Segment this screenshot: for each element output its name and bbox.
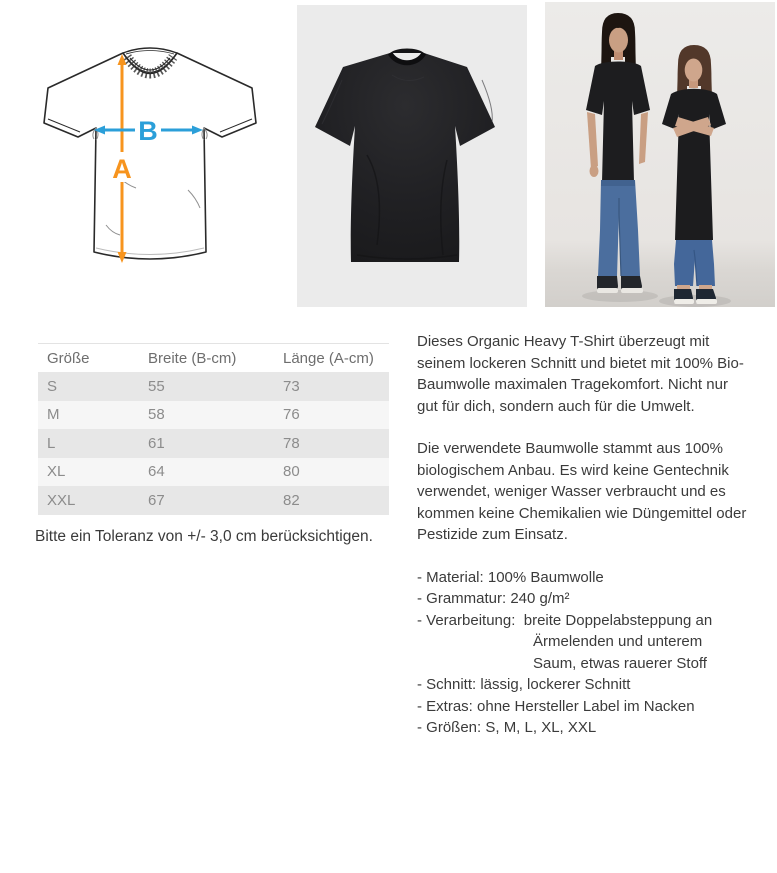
- table-row: [38, 401, 389, 430]
- width-cell: 58: [148, 406, 165, 424]
- length-cell: 78: [283, 434, 300, 452]
- header-length: Länge (A-cm): [283, 349, 374, 367]
- length-cell: 80: [283, 463, 300, 481]
- length-cell: 76: [283, 406, 300, 424]
- length-cell: 73: [283, 377, 300, 395]
- size-cell: S: [47, 377, 58, 395]
- width-cell: 64: [148, 463, 165, 481]
- spec-grammatur: - Grammatur: 240 g/m²: [417, 590, 570, 607]
- black-tshirt-photo-icon: [297, 5, 527, 307]
- table-header-row: [38, 344, 389, 372]
- width-cell: 55: [148, 377, 165, 395]
- length-cell: 82: [283, 491, 300, 509]
- description-paragraph-1: Dieses Organic Heavy T-Shirt überzeugt mit seinem lockeren Schnitt und bietet mit 100% Bio-Baumwolle maximalen Tragekomfort. Nicht nur gut für dich, sondern auch für die Umwelt.: [417, 333, 744, 415]
- width-cell: 67: [148, 491, 165, 509]
- spec-verarbeitung-cont: Ärmelenden und unterem: [533, 633, 703, 650]
- spec-groessen: - Größen: S, M, L, XL, XXL: [417, 719, 597, 736]
- spec-material: - Material: 100% Baumwolle: [417, 568, 604, 586]
- product-description: [417, 331, 751, 739]
- size-cell: L: [47, 434, 56, 452]
- size-cell: XXL: [47, 491, 76, 509]
- product-photo-black-tshirt[interactable]: [297, 5, 527, 307]
- models-photo-couple[interactable]: [545, 2, 775, 307]
- tshirt-outline-diagram-icon: [20, 20, 280, 300]
- size-measurement-diagram-image[interactable]: [20, 20, 280, 300]
- header-size: Größe: [47, 349, 90, 367]
- measure-b-label: B: [138, 116, 158, 146]
- table-row: [38, 372, 389, 401]
- table-row: [38, 458, 389, 487]
- spec-verarbeitung-cont: Saum, etwas rauerer Stoff: [533, 654, 707, 672]
- spec-schnitt: - Schnitt: lässig, lockerer Schnitt: [417, 676, 631, 693]
- size-chart-table: [38, 343, 389, 515]
- width-cell: 61: [148, 434, 165, 452]
- models-photo-icon: [545, 2, 775, 307]
- measure-a-label: A: [112, 154, 132, 184]
- spec-extras: - Extras: ohne Hersteller Label im Nacken: [417, 697, 695, 715]
- description-paragraph-2: Die verwendete Baumwolle stammt aus 100% biologischem Anbau. Es wird keine Gentechnik verwendet, weniger Wasser verbraucht und es kommen keine Chemikalien wie Düngemittel oder Pestizide zum Einsatz.: [417, 440, 747, 543]
- size-cell: M: [47, 406, 60, 424]
- size-cell: XL: [47, 463, 66, 481]
- tolerance-note: Bitte ein Toleranz von +/- 3,0 cm berücksichtigen.: [35, 528, 373, 545]
- table-row: [38, 429, 389, 458]
- header-width: Breite (B-cm): [148, 349, 237, 367]
- table-row: [38, 486, 389, 515]
- spec-verarbeitung: - Verarbeitung: breite Doppelabsteppung an: [417, 611, 713, 629]
